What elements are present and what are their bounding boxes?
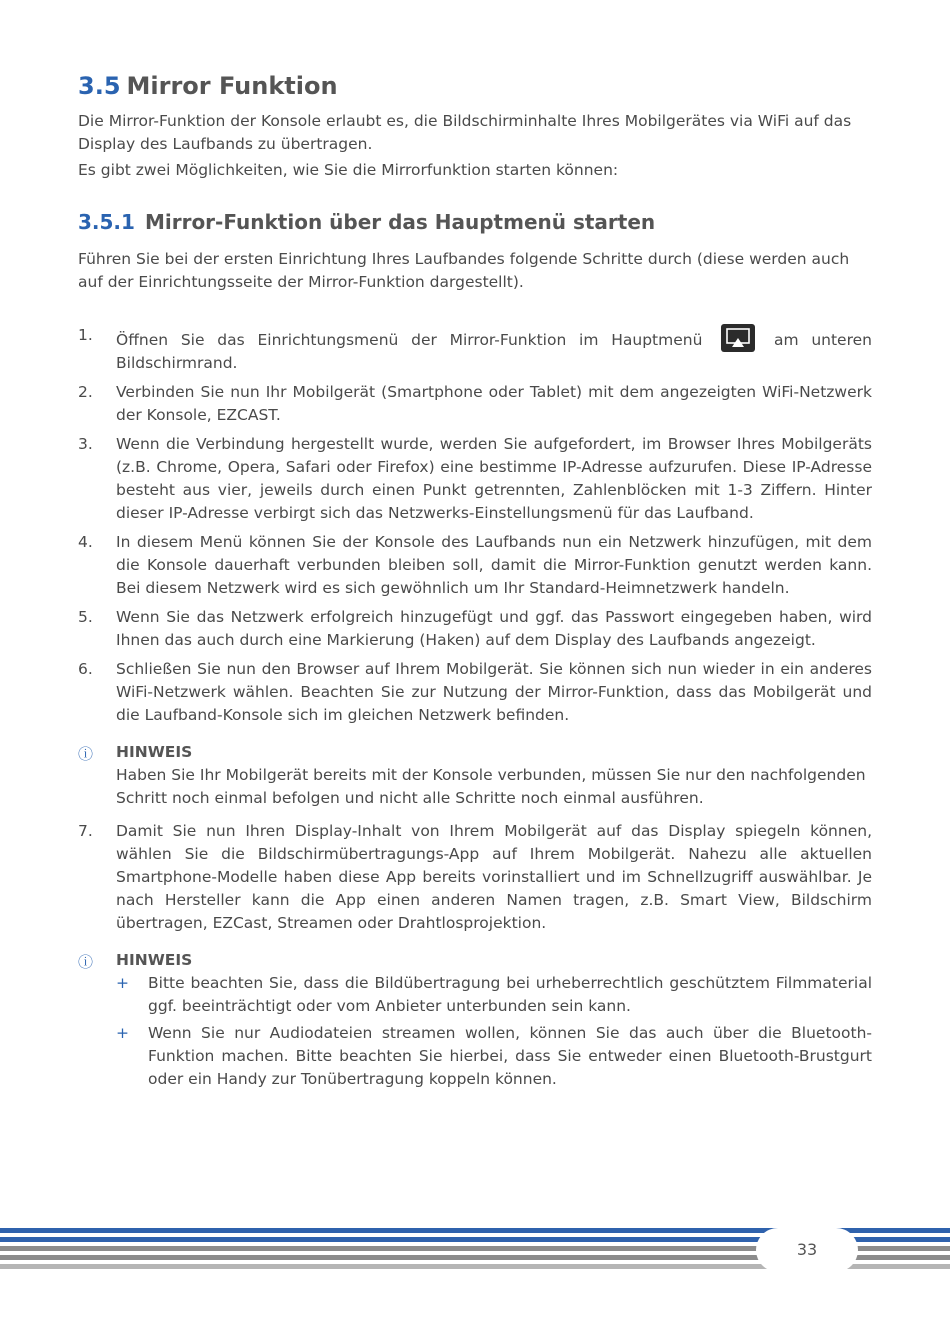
step-text-part: Öffnen Sie das Einrichtungsmenü der Mirror-Funktion im Hauptmenü	[116, 331, 703, 349]
step-text: Verbinden Sie nun Ihr Mobilgerät (Smartphone oder Tablet) mit dem angezeigten WiFi-Netzwerk der Konsole, EZCAST.	[116, 383, 872, 424]
subsection-heading	[78, 208, 872, 236]
hint-box	[78, 949, 872, 1095]
list-item	[78, 606, 872, 652]
info-icon: ⓘ	[78, 953, 94, 971]
plus-icon: +	[116, 974, 129, 992]
section-number: 3.5	[78, 72, 121, 100]
list-item	[78, 381, 872, 427]
step-number: 7.	[78, 822, 93, 840]
airplay-icon	[721, 324, 755, 352]
info-icon: ⓘ	[78, 745, 94, 763]
step-number: 5.	[78, 608, 93, 626]
list-item	[78, 658, 872, 727]
bullet-text: Bitte beachten Sie, dass die Bildübertragung bei urheberrechtlich geschütztem Filmmaterial ggf. beeinträchtigt oder vom Anbieter unterbunden sein kann.	[148, 974, 872, 1015]
step-text: Wenn die Verbindung hergestellt wurde, werden Sie aufgefordert, im Browser Ihres Mobilgeräts (z.B. Chrome, Opera, Safari oder Firefox) eine bestimme IP-Adresse aufzurufen. Diese IP-Adresse besteht aus vier, jeweils durch einen Punkt getrennten, Zahlenblöcken mit 1-3 Ziffern. Hinter dieser IP-Adresse verbirgt sich das Netzwerks-Einstellungsmenü für das Laufband.	[116, 435, 872, 522]
hint-text: Haben Sie Ihr Mobilgerät bereits mit der Konsole verbunden, müssen Sie nur den nachfolgenden Schritt noch einmal befolgen und nicht alle Schritte noch einmal ausführen.	[116, 766, 866, 807]
subsection-intro: Führen Sie bei der ersten Einrichtung Ihres Laufbandes folgende Schritte durch (diese werden auch auf der Einrichtungsseite der Mirror-Funktion dargestellt).	[78, 250, 850, 291]
hint-title: HINWEIS	[116, 743, 193, 761]
section-title: Mirror Funktion	[126, 72, 338, 100]
step-number: 3.	[78, 435, 93, 453]
step-number: 2.	[78, 383, 93, 401]
step-text: Wenn Sie das Netzwerk erfolgreich hinzugefügt und ggf. das Passwort eingegeben haben, wird Ihnen das auch durch eine Markierung (Haken) auf dem Display des Laufbands angezeigt.	[116, 608, 872, 649]
step-number: 6.	[78, 660, 93, 678]
section-heading	[78, 70, 872, 102]
step-text: Schließen Sie nun den Browser auf Ihrem Mobilgerät. Sie können sich nun wieder in ein anderes WiFi-Netzwerk wählen. Beachten Sie zur Nutzung der Mirror-Funktion, dass das Mobilgerät und die Laufband-Konsole sich im gleichen Netzwerk befinden.	[116, 660, 872, 724]
list-item	[78, 820, 872, 935]
page-content	[78, 70, 872, 1105]
subsection-title: Mirror-Funktion über das Hauptmenü starten	[144, 210, 656, 234]
page-number: 33	[756, 1228, 858, 1272]
hint-body	[116, 741, 872, 810]
bullet-item	[116, 1022, 872, 1091]
hint-box	[78, 741, 872, 810]
step-text: In diesem Menü können Sie der Konsole des Laufbands nun ein Netzwerk hinzufügen, mit dem die Konsole dauerhaft verbunden bleiben soll, damit die Mirror-Funktion genutzt werden kann. Bei diesem Netzwerk wird es sich gewöhnlich um Ihr Standard-Heimnetzwerk handeln.	[116, 533, 872, 597]
intro-paragraph-1: Die Mirror-Funktion der Konsole erlaubt es, die Bildschirminhalte Ihres Mobilgerätes via WiFi auf das Display des Laufbands zu übertragen.	[78, 112, 852, 153]
step-number: 4.	[78, 533, 93, 551]
bullet-item	[116, 972, 872, 1018]
step-number: 1.	[78, 326, 93, 344]
intro-paragraph-2: Es gibt zwei Möglichkeiten, wie Sie die Mirrorfunktion starten können:	[78, 161, 619, 179]
list-item	[78, 433, 872, 525]
steps-list	[78, 324, 872, 727]
list-item	[78, 531, 872, 600]
step-text	[116, 324, 872, 375]
step-text-part: am unteren Bildschirmrand.	[116, 331, 872, 372]
list-item	[78, 324, 872, 375]
step-text: Damit Sie nun Ihren Display-Inhalt von Ihrem Mobilgerät auf das Display spiegeln können, wählen Sie die Bildschirmübertragungs-App auf Ihrem Mobilgerät. Nahezu alle aktuellen Smartphone-Modelle haben diese App bereits vorinstalliert und im Schnellzugriff auswählbar. Je nach Hersteller kann die App einen anderen Namen tragen, z.B. Smart View, Bildschirm übertragen, EZCast, Streamen oder Drahtlosprojektion.	[116, 822, 872, 932]
bullet-text: Wenn Sie nur Audiodateien streamen wollen, können Sie das auch über die Bluetooth-Funktion machen. Bitte beachten Sie hierbei, dass Sie entweder einen Bluetooth-Brustgurt oder ein Handy zur Tonübertragung koppeln können.	[148, 1024, 872, 1088]
plus-icon: +	[116, 1024, 129, 1042]
subsection-number: 3.5.1	[78, 210, 135, 234]
hint-title: HINWEIS	[116, 951, 193, 969]
hint-body	[116, 949, 872, 1095]
